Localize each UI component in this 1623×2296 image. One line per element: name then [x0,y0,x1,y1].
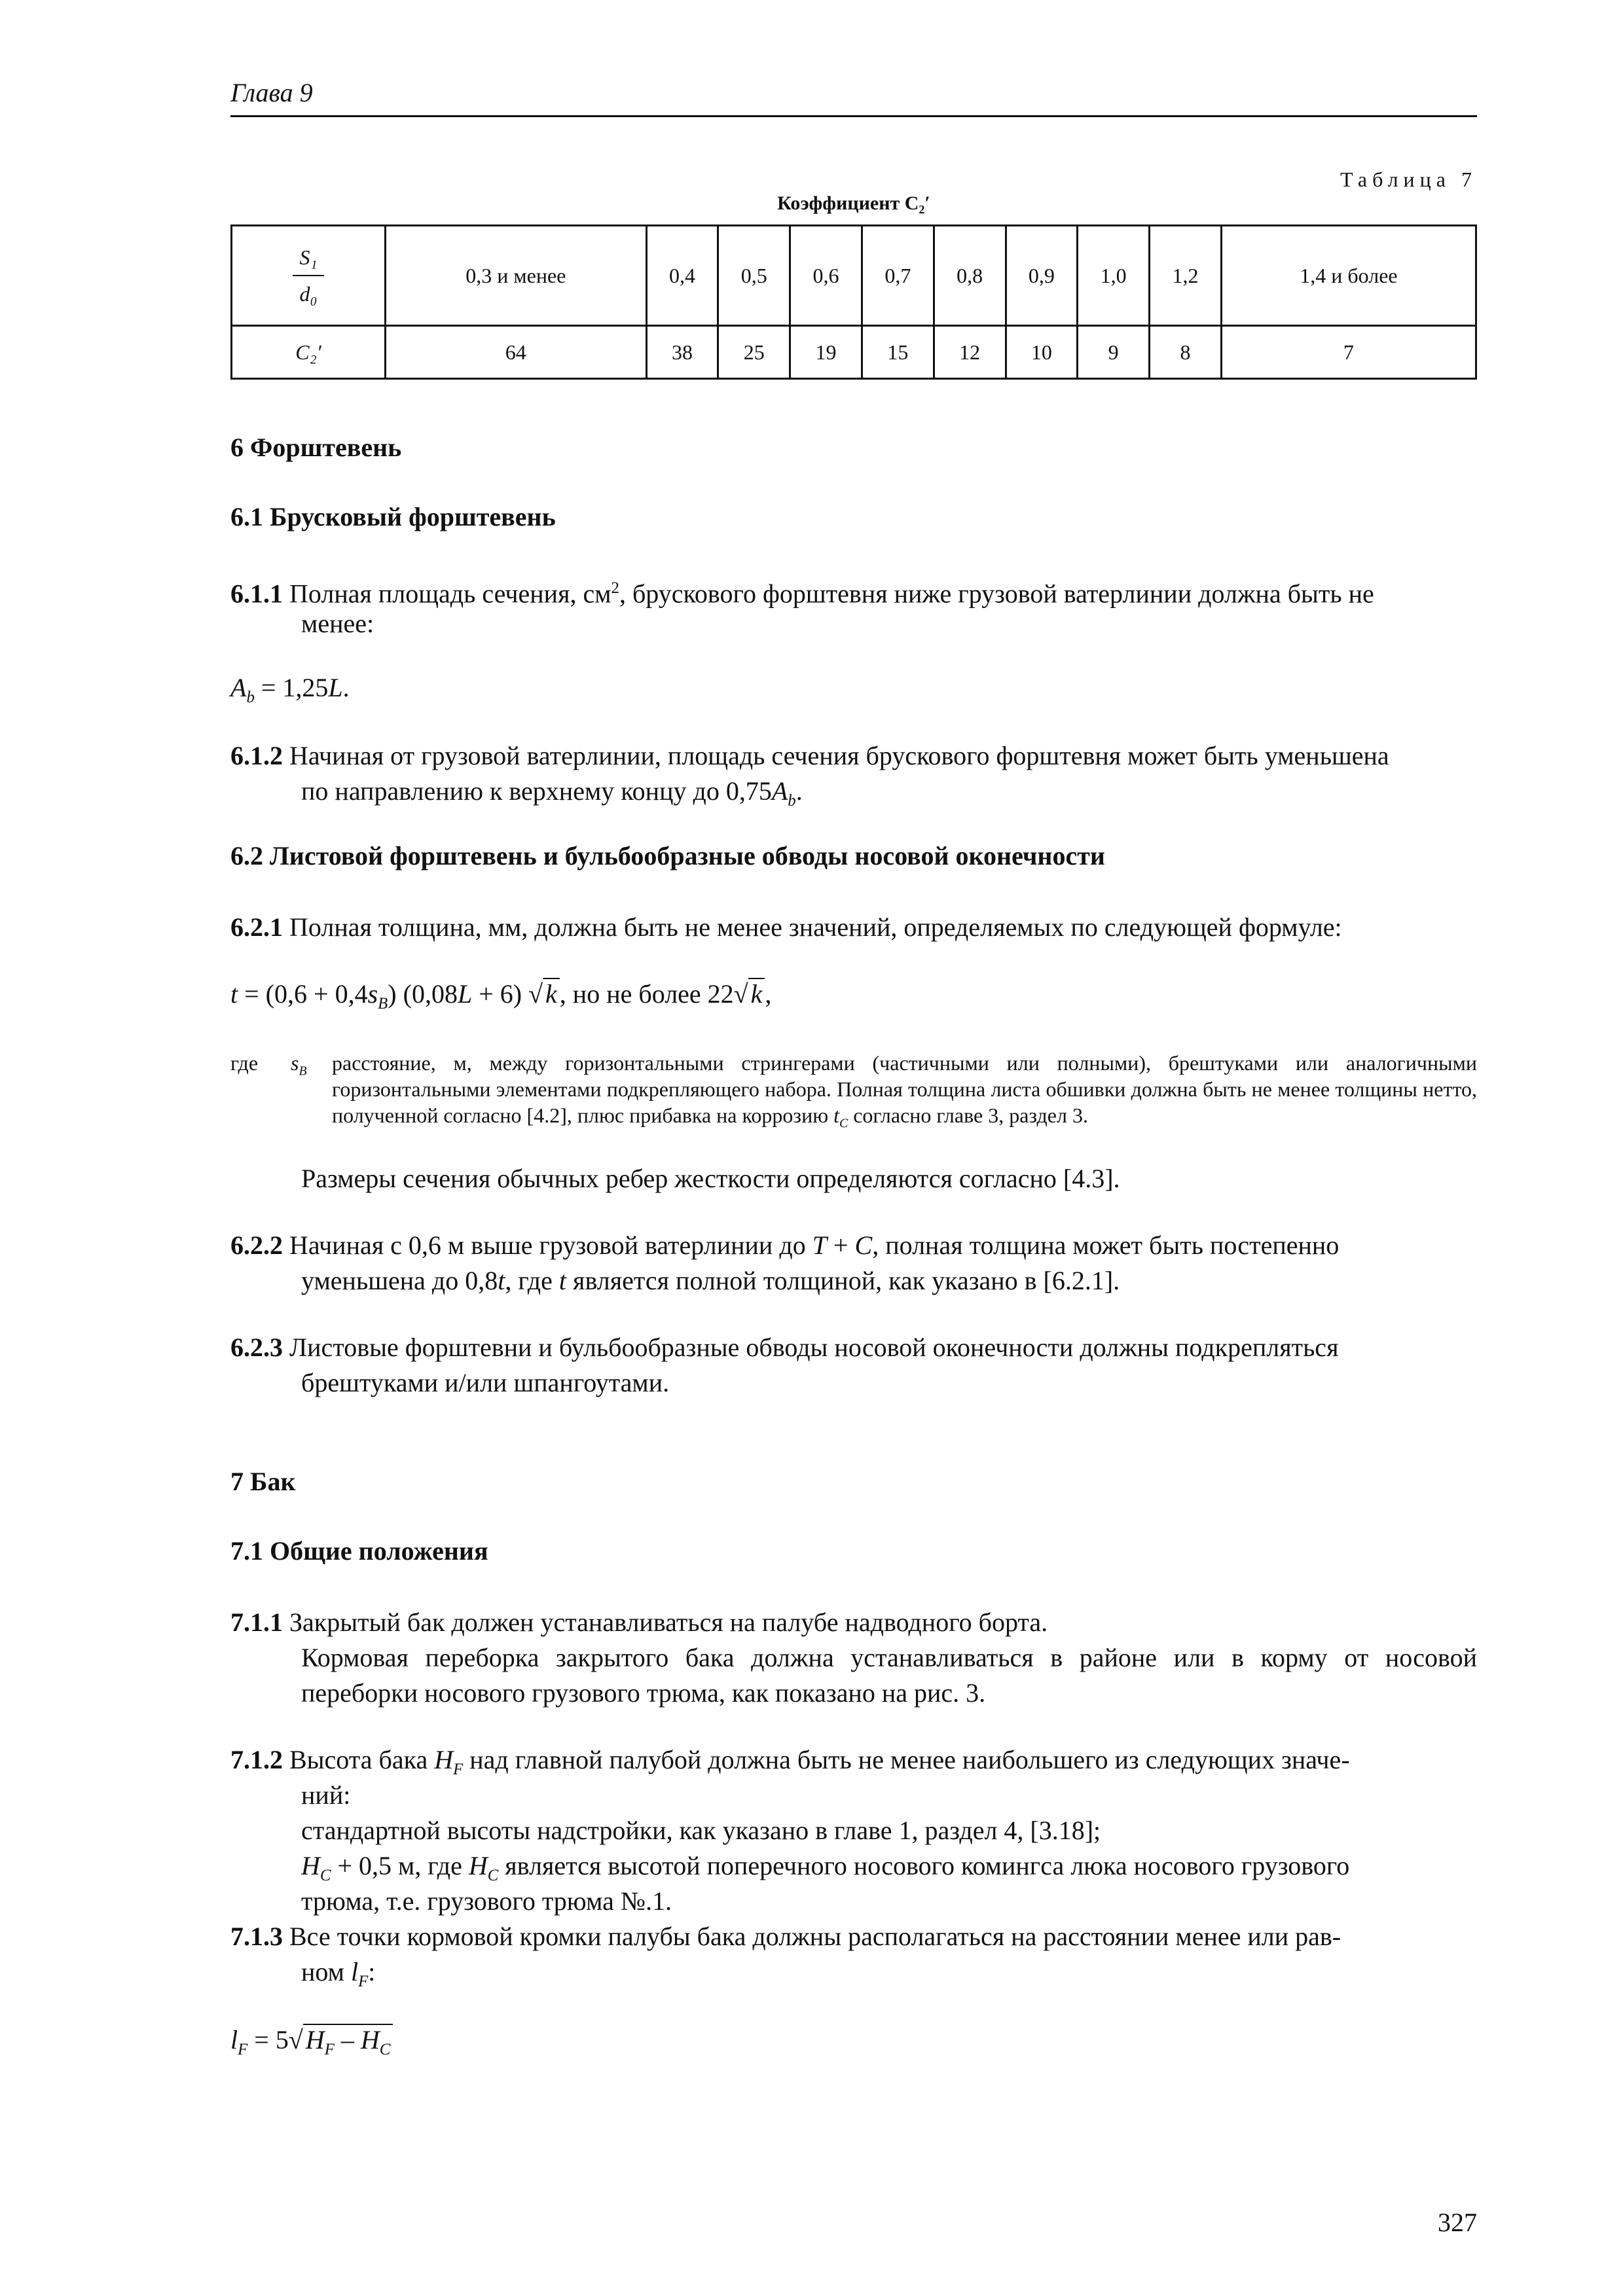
symbol: A [771,776,788,806]
text: Листовые форштевни и бульбообразные обводы носовой оконечности должны подкрепляться [283,1333,1339,1362]
symbol: H [468,1851,488,1880]
text: Полная толщина, мм, должна быть не менее значений, определяемых по следующей формуле: [283,912,1342,942]
subscript: B [299,1064,307,1079]
where-symbol [291,1050,307,1084]
text: ) (0,08 [388,979,458,1009]
symbol: l [350,1957,359,1986]
chapter-header: Глава 9 [230,78,313,107]
paragraph-number: 6.2.3 [230,1333,283,1362]
paragraph-6-1-2 [230,738,1477,774]
table-cell: 64 [386,326,647,379]
subscript: C [379,2041,391,2058]
symbol: t [833,1103,839,1127]
paragraph-continuation: менее: [301,609,374,638]
text: = 5√ [247,2025,303,2054]
paragraph-number: 6.2.2 [230,1230,283,1260]
symbol: L [457,979,473,1009]
paragraph-continuation: трюма, т.е. грузового трюма №.1. [301,1886,672,1916]
table-cell: 8 [1150,326,1222,379]
paragraph-number: 6.2.1 [230,912,283,942]
text: , полная толщина может быть постепенно [872,1230,1340,1260]
table-cell: 1,4 и более [1221,226,1476,326]
coefficient-table [230,224,1477,380]
subscript: F [453,1761,464,1778]
table-row [232,226,1476,326]
fraction-denominator: d₀ [299,282,318,306]
symbol: C [854,1230,873,1260]
paragraph-continuation [301,1954,1477,2000]
text: является полной толщиной, как указано в [6.2.1]. [566,1266,1120,1295]
paragraph-6-2-1 [230,910,1477,945]
symbol: A [230,673,247,702]
table-label: Таблица 7 [1340,168,1477,191]
where-definition [332,1050,1477,1136]
symbol: H [305,2025,325,2054]
symbol: L [328,673,343,702]
radicand [303,2024,393,2058]
text: ном [301,1957,351,1986]
symbol: H [434,1745,454,1774]
text: . [795,776,803,806]
subscript: F [358,1973,369,1990]
text: , брускового форштевня ниже грузовой ватерлинии должна быть не [619,579,1374,609]
table-cell: 0,9 [1006,226,1078,326]
table-cell: 7 [1221,326,1476,379]
text: Все точки кормовой кромки палубы бака должны располагаться на расстоянии менее или рав- [283,1922,1341,1951]
table-cell: 19 [790,326,862,379]
text: является высотой поперечного носового комингса люка носового грузового [498,1851,1350,1880]
symbol: l [230,2025,238,2054]
text: Закрытый бак должен устанавливаться на палубе надводного борта. [283,1607,1048,1637]
subsection-title: 6.2 Листовой форштевень и бульбообразные обводы носовой оконечности [230,841,1105,870]
symbol: s [367,979,378,1009]
paragraph-7-1-1 [230,1605,1477,1640]
paragraph-continuation: ний: [301,1780,351,1810]
where-lead: где [230,1051,259,1075]
page-number: 327 [1438,2208,1477,2237]
paragraph-continuation: Кормовая переборка закрытого бака должна устанавливаться в районе или в корму от носовой переборки носового грузового трюма, как показано на рис. 3. [301,1643,1477,1708]
formula-lf [230,2022,393,2068]
text: расстояние, м, между горизонтальными стрингерами (частичными или полными), брештуками или аналогичными горизонтальными элементами подкрепляющего набора. Полная толщина листа обшивки должна быть не менее толщины нетто, полученной согласно [4.2], плюс прибавка на коррозию [332,1051,1477,1127]
paragraph-6-1-1 [230,571,1477,611]
table-cell: 38 [646,326,718,379]
paragraph-6-2-2 [230,1228,1477,1263]
table-row [232,326,1476,379]
text: согласно главе 3, раздел 3. [848,1103,1088,1127]
symbol: T [812,1230,827,1260]
paragraph-number: 7.1.1 [230,1607,283,1637]
subsection-title: 7.1 Общие положения [230,1536,488,1566]
subscript: C [487,1867,499,1884]
paragraph-continuation: брештуками и/или шпангоутами. [301,1368,670,1397]
paragraph-number: 6.1.2 [230,741,283,770]
text: , где [505,1266,559,1295]
paragraph-number: 7.1.2 [230,1745,283,1774]
list-item: стандартной высоты надстройки, как указано в главе 1, раздел 4, [3.18]; [301,1816,1101,1845]
text: . [342,673,350,702]
subscript: b [246,689,255,706]
symbol: t [230,979,238,1009]
table-cell: 0,6 [790,226,862,326]
subscript: C [319,1867,331,1884]
table-row-header: C₂′ [232,326,386,379]
text: над главной палубой должна быть не менее наибольшего из следующих значе- [463,1745,1350,1774]
subscript: B [378,995,388,1013]
text: уменьшена до 0,8 [301,1266,498,1295]
text: = 1,25 [254,673,329,702]
text: , но не более 22√ [559,979,748,1009]
header-rule [230,115,1477,117]
paragraph-6-2-3 [230,1330,1477,1365]
symbol: H [301,1851,320,1880]
table-cell: 12 [934,326,1006,379]
text: Высота бака [283,1745,435,1774]
symbol: t [558,1266,567,1295]
fraction-numerator: S₁ [293,245,323,276]
superscript: 2 [611,579,619,597]
table-cell: 1,0 [1078,226,1150,326]
subscript: C [839,1116,848,1131]
where-clause [230,1050,1477,1135]
ratio-fraction [293,245,323,306]
table-cell: 0,3 и менее [386,226,647,326]
table-cell: 0,4 [646,226,718,326]
formula-thickness [230,977,771,1022]
paragraph-continuation [301,774,1477,819]
paragraph-number: 7.1.3 [230,1922,283,1951]
symbol: k [748,978,765,1009]
text: Полная площадь сечения, см [283,579,611,609]
symbol: k [543,978,560,1009]
text: по направлению к верхнему концу до 0,75 [301,776,772,806]
text: : [368,1957,376,1986]
paragraph-stiffeners: Размеры сечения обычных ребер жесткости определяются согласно [4.3]. [301,1164,1120,1193]
table-cell: 0,7 [862,226,934,326]
section-title: 7 Бак [230,1467,296,1496]
text: , [765,979,772,1009]
table-cell: 0,8 [934,226,1006,326]
table-row-header [232,226,386,326]
subscript: F [324,2041,335,2058]
subscript: b [788,792,796,810]
text: + 6) √ [472,979,543,1009]
table-cell: 10 [1006,326,1078,379]
paragraph-continuation [301,1263,1477,1299]
text: + [826,1230,855,1260]
table-cell: 9 [1078,326,1150,379]
table-cell: 0,5 [718,226,790,326]
symbol: t [498,1266,505,1295]
symbol: H [360,2025,380,2054]
section-title: 6 Форштевень [230,433,402,462]
formula-ab [230,670,350,715]
table-cell: 1,2 [1150,226,1222,326]
text: Начиная от грузовой ватерлинии, площадь сечения брускового форштевня может быть уменьшена [283,741,1389,770]
table-cell: 15 [862,326,934,379]
symbol: s [291,1051,299,1075]
table-cell: 25 [718,326,790,379]
text: = (0,6 + 0,4 [238,979,368,1009]
subscript: F [238,2041,248,2058]
text: Начиная с 0,6 м выше грузовой ватерлинии до [283,1230,812,1260]
text: + 0,5 м, где [331,1851,469,1880]
paragraph-number: 6.1.1 [230,579,283,609]
table-caption: Коэффициент C₂′ [777,192,930,214]
text: – [334,2025,361,2054]
subsection-title: 6.1 Брусковый форштевень [230,502,556,531]
paragraph-7-1-3 [230,1919,1477,1954]
